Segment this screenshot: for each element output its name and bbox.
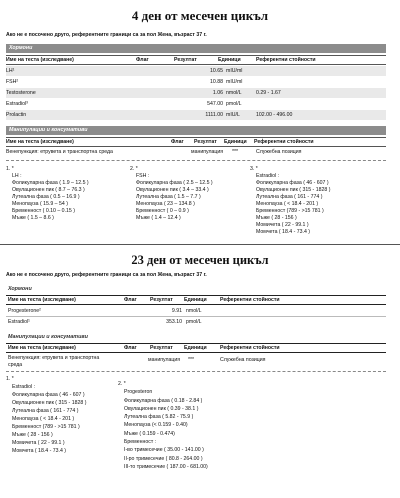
list-item: Овулационен пик ( 0.39 - 38.1 ) — [124, 405, 199, 412]
list-item: Момичета ( 22 - 99.1 ) — [256, 222, 309, 228]
col-test-name: Име на теста (изследване) — [8, 297, 76, 303]
list-item: Бременност ( 0.10 – 0.15 ) — [12, 208, 75, 214]
manip-name: Венепункция: етрувета и транспортна среда — [8, 355, 100, 368]
test-result: 1111.00 — [205, 112, 223, 118]
doc2-table-header — [6, 295, 386, 305]
col-reference: Референтни стойности — [220, 297, 280, 303]
list-item: Менопауза ( < 18.4 - 201 ) — [12, 416, 75, 422]
list-item: Фоликуларна фаза ( 46 - 607 ) — [12, 392, 85, 398]
test-unit: mIU/ml — [226, 68, 243, 74]
page-separator — [0, 244, 400, 245]
manip-result: манипулация — [191, 149, 224, 155]
list-item: Овулационен пик ( 3.4 – 33.4 ) — [136, 187, 209, 193]
table-row — [6, 99, 386, 109]
list-item: Момичета ( 22 - 99.1 ) — [12, 440, 65, 446]
col-flag: Флаг — [171, 139, 184, 145]
list-item: Лутеална фаза ( 0.5 – 16.9 ) — [12, 194, 80, 200]
table-row — [6, 354, 386, 368]
test-unit: nmol/L — [186, 308, 202, 314]
list-item: Менопауза ( < 18.4 - 201 ) — [256, 201, 319, 207]
test-name: LH¹ — [6, 68, 15, 74]
footnote-number: 2. — [130, 166, 135, 172]
col-flag: Флаг — [124, 345, 137, 351]
table-row — [6, 317, 386, 327]
test-unit: pmol/L — [186, 319, 202, 325]
table-row — [6, 306, 386, 317]
footnote-number: 1. — [6, 166, 11, 172]
manip-unit: *** — [232, 149, 239, 155]
doc1-reference-note: Ако не е посочено друго, референтните граници са за пол Жена, възраст 37 г. — [6, 32, 207, 38]
doc2-footnote-estradiol — [6, 375, 86, 455]
footnote-number: 3. — [250, 166, 255, 172]
footnote-title: Progesteron — [124, 389, 153, 396]
footnote-mark: * — [11, 376, 14, 382]
doc2-footnote-progesteron — [118, 380, 208, 471]
manip-name: Венепункция: етрувета и транспортна среда — [6, 149, 113, 155]
test-unit: mIU/L — [226, 112, 240, 118]
list-item: III-то тримесечие ( 187.00 - 681.00) — [124, 463, 208, 470]
list-item: I-во тримесечие ( 35.00 - 141.00 ) — [124, 447, 204, 454]
doc1-footnote-lh — [6, 166, 89, 222]
test-reference: 0.29 - 1.67 — [256, 90, 281, 96]
test-name: Testosterone — [6, 90, 36, 96]
list-item: Лутеална фаза ( 161 - 774 ) — [12, 408, 79, 414]
col-flag: Флаг — [136, 57, 149, 63]
col-reference: Референтни стойности — [254, 139, 314, 145]
col-units: Единици — [184, 297, 207, 303]
list-item: Момчета ( 18.4 - 73.4 ) — [256, 229, 311, 235]
footnote-mark: * — [255, 166, 258, 172]
footnote-title: FSH : — [136, 173, 150, 179]
list-item: Бременност (789 - >15 781 ) — [256, 208, 324, 214]
list-item: Лутеална фаза ( 5.82 - 75.9 ) — [124, 414, 194, 421]
test-name: Estradiol³ — [6, 101, 28, 107]
doc2-title: 23 ден от месечен цикъл — [131, 253, 269, 267]
footnote-mark: * — [123, 381, 126, 387]
doc2-reference-note: Ако не е посочено друго, референтните граници са за пол Жена, възраст 37 г. — [6, 272, 207, 278]
test-result: 1.06 — [212, 90, 223, 96]
table-row — [6, 88, 386, 98]
col-result: Резултат — [174, 57, 197, 63]
manip-unit: *** — [188, 357, 195, 363]
test-unit: pmol/L — [226, 101, 242, 107]
list-item: Мъже ( 0.159 - 0.474) — [124, 430, 175, 437]
test-unit: mIU/ml — [226, 79, 243, 85]
col-result: Резултат — [150, 297, 173, 303]
list-item: Мъже ( 1.4 – 12.4 ) — [136, 215, 181, 221]
doc1-hormones-band — [6, 44, 386, 53]
col-result: Резултат — [194, 139, 217, 145]
test-name: Prolactin — [6, 112, 27, 118]
col-result: Резултат — [150, 345, 173, 351]
manip-result: манипулация — [148, 357, 181, 363]
footnote-title: Estradiol : — [12, 384, 36, 390]
doc2-manip-heading: Манипулации и консумативи — [8, 334, 88, 340]
table-row — [6, 110, 386, 120]
col-reference: Референтни стойности — [256, 57, 316, 63]
doc1-table-header — [6, 55, 386, 65]
list-item: Фоликуларна фаза ( 2.5 – 12.5 ) — [136, 180, 213, 186]
col-flag: Флаг — [124, 297, 137, 303]
list-item: Овулационен пик ( 315 - 1828 ) — [12, 400, 87, 406]
list-item: Менопауза ( 15.9 – 54 ) — [12, 201, 68, 207]
footnote-title: Estradiol : — [256, 173, 280, 179]
list-item: Мъже ( 28 - 156 ) — [12, 432, 53, 438]
col-units: Единици — [224, 139, 247, 145]
test-name: FSH² — [6, 79, 19, 85]
doc1-hormones-heading: Хормони — [9, 45, 33, 51]
manip-reference: Служебна позиция — [256, 149, 302, 155]
list-item: Момчета ( 18.4 - 73.4 ) — [12, 448, 67, 454]
test-unit: nmol/L — [226, 90, 242, 96]
footnote-number: 1. — [6, 376, 11, 382]
list-item: Бременност ( 0 – 0.9 ) — [136, 208, 189, 214]
col-test-name: Име на теста (изследване) — [6, 139, 74, 145]
test-name: Progesterone² — [8, 308, 41, 314]
footnote-mark: * — [135, 166, 138, 172]
col-reference: Референтни стойности — [220, 345, 280, 351]
list-item: Овулационен пик ( 315 - 1828 ) — [256, 187, 331, 193]
list-item: Фоликуларна фаза ( 46 - 607 ) — [256, 180, 329, 186]
list-item: Мъже ( 1.5 – 8.6 ) — [12, 215, 54, 221]
list-item: Фоликуларна фаза ( 0.18 - 2.84 ) — [124, 397, 203, 404]
divider — [6, 371, 386, 372]
test-result: 10.88 — [210, 79, 223, 85]
doc2-manip-header — [6, 343, 386, 353]
divider — [6, 160, 386, 161]
col-test-name: Име на теста (изследване) — [6, 57, 74, 63]
list-item: Мъже ( 28 - 156 ) — [256, 215, 297, 221]
table-row — [6, 147, 386, 157]
list-item: Фоликуларна фаза ( 1.9 – 12.5 ) — [12, 180, 89, 186]
list-item: Менопауза ( 23 – 134.8 ) — [136, 201, 195, 207]
doc1-manip-header — [6, 137, 386, 147]
list-item: II-ро тримесечие ( 80.8 - 264.00 ) — [124, 455, 203, 462]
test-name: Estradiol¹ — [8, 319, 30, 325]
test-result: 10.65 — [210, 68, 223, 74]
doc2-hormones-heading: Хормони — [8, 286, 32, 292]
test-result: 547.00 — [207, 101, 223, 107]
list-item: Лутеална фаза ( 1.5 – 7.7 ) — [136, 194, 201, 200]
col-units: Единици — [184, 345, 207, 351]
col-test-name: Име на теста (изследване) — [8, 345, 76, 351]
manip-reference: Служебна позиция — [220, 357, 266, 363]
test-result: 9.91 — [171, 308, 182, 314]
list-item: Бременност : — [124, 439, 157, 446]
col-units: Единици — [218, 57, 241, 63]
footnote-title: LH : — [12, 173, 22, 179]
footnote-number: 2. — [118, 381, 123, 387]
test-result: 353.10 — [166, 319, 182, 325]
doc1-manip-band — [6, 126, 386, 135]
doc1-title: 4 ден от месечен цикъл — [131, 8, 269, 23]
test-reference: 102.00 - 496.00 — [256, 112, 293, 118]
doc1-manip-heading: Манипулации и консумативи — [9, 127, 88, 133]
doc1-footnote-fsh — [130, 166, 213, 222]
doc1-footnote-estradiol — [250, 166, 330, 236]
table-row — [6, 77, 386, 87]
footnote-mark: * — [11, 166, 14, 172]
table-row — [6, 66, 386, 76]
list-item: Лутеална фаза ( 161 - 774 ) — [256, 194, 323, 200]
list-item: Менопауза (< 0.159 - 0.40) — [124, 422, 188, 429]
list-item: Бременност (789 - >15 781 ) — [12, 424, 80, 430]
list-item: Овулационен пик ( 8.7 – 76.3 ) — [12, 187, 85, 193]
